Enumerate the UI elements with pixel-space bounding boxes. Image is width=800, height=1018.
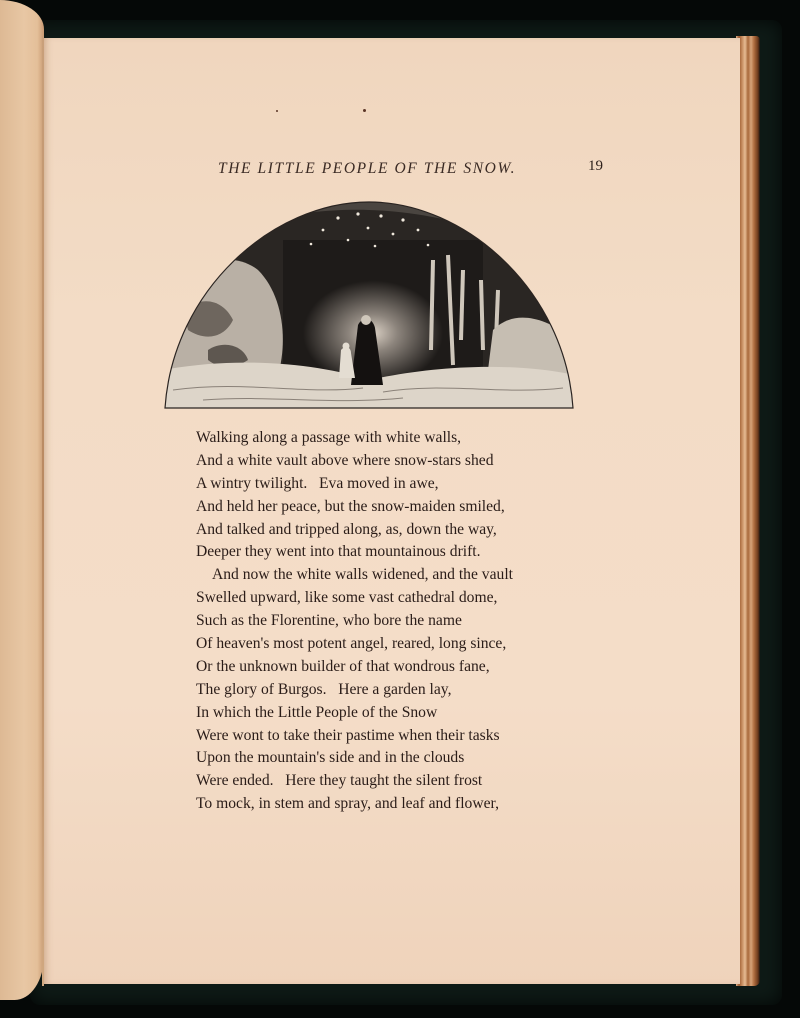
ink-speck [363, 109, 366, 112]
running-head: THE LITTLE PEOPLE OF THE SNOW. [218, 160, 517, 177]
cave-illustration [163, 200, 575, 410]
page-number: 19 [588, 158, 603, 174]
verse-line: Deeper they went into that mountainous drift. [196, 543, 481, 561]
verse-line: Upon the mountain's side and in the clouds [196, 749, 465, 767]
verse-line: Of heaven's most potent angel, reared, long since, [196, 635, 507, 653]
left-page-curl [0, 0, 44, 1000]
verse-line: The glory of Burgos. Here a garden lay, [196, 680, 452, 698]
ink-speck [276, 110, 278, 112]
verse-line: A wintry twilight. Eva moved in awe, [196, 474, 439, 492]
verse-line: To mock, in stem and spray, and leaf and flower, [196, 795, 499, 813]
verse-line: Walking along a passage with white walls, [196, 429, 462, 446]
verse-line: Were wont to take their pastime when their tasks [196, 726, 500, 744]
verse-line: Were ended. Here they taught the silent frost [196, 772, 483, 790]
verse-line: Or the unknown builder of that wondrous fane, [196, 657, 490, 675]
verse-line: In which the Little People of the Snow [196, 703, 438, 721]
gutter [42, 36, 44, 986]
verse-line-indented: And now the white walls widened, and the vault [212, 566, 513, 584]
verse-line: And held her peace, but the snow-maiden smiled, [196, 497, 505, 515]
verse-line: Swelled upward, like some vast cathedral dome, [196, 589, 498, 607]
verse-line: Such as the Florentine, who bore the name [196, 612, 462, 630]
verse-line: And a white vault above where snow-stars shed [196, 451, 494, 469]
verse-line: And talked and tripped along, as, down the way, [196, 520, 497, 538]
verse-block [196, 427, 596, 816]
